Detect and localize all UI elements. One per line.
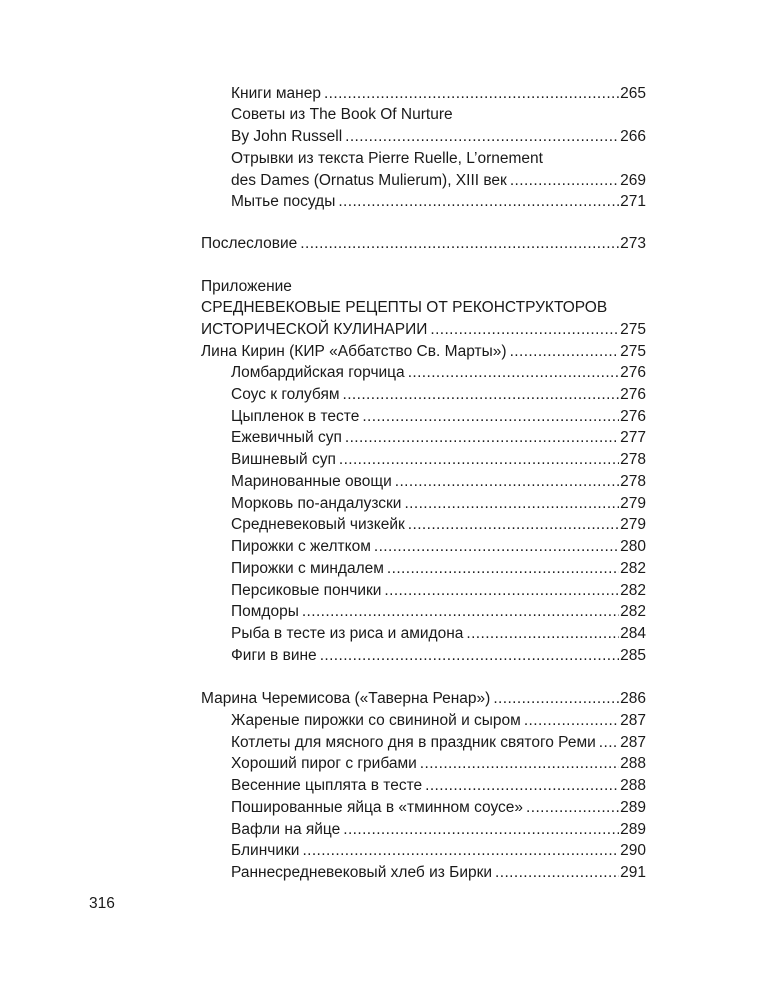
toc-entry-page: 288	[620, 755, 646, 772]
dot-leader	[466, 623, 619, 645]
toc-entry-page: 291	[620, 864, 646, 881]
toc-entry	[231, 623, 646, 645]
appendix-title-line: СРЕДНЕВЕКОВЫЕ РЕЦЕПТЫ ОТ РЕКОНСТРУКТОРОВ	[201, 299, 608, 316]
toc-entry-page: 288	[620, 777, 646, 794]
toc-entry	[231, 840, 646, 862]
toc-entry-page: 276	[620, 386, 646, 403]
toc-entry-title: Ежевичный суп	[231, 429, 342, 446]
toc-entry-title: Средневековый чизкейк	[231, 516, 405, 533]
dot-leader	[420, 753, 619, 775]
toc-entry-title: Морковь по-андалузски	[231, 495, 402, 512]
toc-entry-afterword	[201, 233, 646, 255]
toc-entry-title: Пирожки с миндалем	[231, 560, 384, 577]
toc-entry-page: 286	[620, 690, 646, 707]
toc-entry-title: Ломбардийская горчица	[231, 364, 405, 381]
toc-entry-appendix	[201, 319, 646, 341]
toc-entry-title: Пирожки с желтком	[231, 538, 371, 555]
toc-entry-continued-line: Советы из The Book Of Nurture	[231, 106, 453, 123]
toc-entry-title: By John Russell	[231, 128, 343, 145]
toc-entry-title: Котлеты для мясного дня в праздник святого Реми	[231, 734, 596, 751]
toc-entry-page: 279	[620, 516, 646, 533]
toc-entry-title: Персиковые пончики	[231, 582, 382, 599]
dot-leader	[599, 732, 619, 754]
toc-entry-title: Помдоры	[231, 603, 299, 620]
dot-leader	[320, 645, 619, 667]
toc-entry-page: 276	[620, 364, 646, 381]
dot-leader	[493, 688, 619, 710]
dot-leader	[338, 191, 619, 213]
dot-leader	[387, 558, 619, 580]
toc-entry	[231, 427, 646, 449]
toc-entry	[231, 449, 646, 471]
toc-entry-title: Весенние цыплята в тесте	[231, 777, 423, 794]
dot-leader	[510, 170, 619, 192]
toc-entry-page: 282	[620, 603, 646, 620]
toc-entry-page: 265	[620, 85, 646, 102]
toc-entry	[231, 710, 646, 732]
toc-entry-page: 278	[620, 451, 646, 468]
dot-leader	[524, 710, 619, 732]
toc-entry	[231, 819, 646, 841]
toc-entry-page: 266	[620, 128, 646, 145]
toc-entry-page: 287	[620, 734, 646, 751]
dot-leader	[345, 126, 619, 148]
toc-entry	[231, 471, 646, 493]
toc-entry-page: 277	[620, 429, 646, 446]
toc-entry-page: 290	[620, 842, 646, 859]
toc-entry-continued-line: Отрывки из текста Pierre Ruelle, L’ornement	[231, 150, 543, 167]
toc-entry	[231, 191, 646, 213]
toc-entry	[231, 493, 646, 515]
dot-leader	[339, 449, 619, 471]
toc-entry-page: 280	[620, 538, 646, 555]
toc-entry-title: Послесловие	[201, 235, 298, 252]
toc-entry	[231, 862, 646, 884]
dot-leader	[430, 319, 619, 341]
toc-entry	[231, 536, 646, 558]
toc-entry	[231, 514, 646, 536]
toc-entry-author	[201, 341, 646, 363]
toc-entry-page: 285	[620, 647, 646, 664]
toc-entry-page: 273	[620, 235, 646, 252]
toc-entry	[231, 170, 646, 192]
toc-entry-page: 275	[620, 321, 646, 338]
dot-leader	[302, 601, 619, 623]
toc-entry-title: Жареные пирожки со свининой и сыром	[231, 712, 521, 729]
toc-entry-title: Мытье посуды	[231, 193, 336, 210]
toc-entry	[231, 406, 646, 428]
toc-entry-page: 271	[620, 193, 646, 210]
toc-entry-title: des Dames (Ornatus Mulierum), XIII век	[231, 172, 507, 189]
toc-entry-title: Вафли на яйце	[231, 821, 341, 838]
toc-entry-title: Вишневый суп	[231, 451, 336, 468]
toc-entry-title: Пошированные яйца в «тминном соусе»	[231, 799, 524, 816]
dot-leader	[510, 341, 620, 363]
toc-entry-title: Раннесредневековый хлеб из Бирки	[231, 864, 493, 881]
dot-leader	[302, 840, 619, 862]
dot-leader	[495, 862, 619, 884]
dot-leader	[345, 427, 619, 449]
toc-entry-title: Рыба в тесте из риса и амидона	[231, 625, 464, 642]
toc-entry	[231, 384, 646, 406]
dot-leader	[408, 514, 619, 536]
toc-entry-title: Цыпленок в тесте	[231, 408, 360, 425]
dot-leader	[343, 819, 619, 841]
dot-leader	[526, 797, 619, 819]
toc-entry	[231, 580, 646, 602]
toc-entry	[231, 797, 646, 819]
dot-leader	[395, 471, 619, 493]
dot-leader	[300, 233, 619, 255]
toc-entry-title: ИСТОРИЧЕСКОЙ КУЛИНАРИИ	[201, 321, 428, 338]
toc-entry	[231, 732, 646, 754]
toc-entry-title: Блинчики	[231, 842, 300, 859]
toc-entry	[231, 601, 646, 623]
dot-leader	[425, 775, 619, 797]
toc-entry-page: 279	[620, 495, 646, 512]
toc-entry-title: Хороший пирог с грибами	[231, 755, 417, 772]
toc-entry-page: 289	[620, 799, 646, 816]
dot-leader	[362, 406, 619, 428]
toc-entry-author	[201, 688, 646, 710]
toc-entry-page: 275	[620, 343, 646, 360]
toc-entry	[231, 126, 646, 148]
toc-entry	[231, 558, 646, 580]
dot-leader	[404, 493, 619, 515]
dot-leader	[343, 384, 620, 406]
toc-entry-page: 269	[620, 172, 646, 189]
toc-entry-title: Соус к голубям	[231, 386, 340, 403]
toc-entry	[231, 645, 646, 667]
toc-entry-title: Книги манер	[231, 85, 321, 102]
toc-entry-title: Марина Черемисова («Таверна Ренар»)	[201, 690, 491, 707]
toc-entry-title: Фиги в вине	[231, 647, 317, 664]
toc-entry-page: 282	[620, 582, 646, 599]
appendix-label: Приложение	[201, 278, 292, 295]
toc-entry	[231, 775, 646, 797]
toc-entry	[231, 753, 646, 775]
dot-leader	[324, 83, 619, 105]
toc-entry-page: 276	[620, 408, 646, 425]
toc-entry	[231, 83, 646, 105]
dot-leader	[408, 362, 619, 384]
toc-entry-page: 284	[620, 625, 646, 642]
toc-entry	[231, 362, 646, 384]
toc-entry-page: 287	[620, 712, 646, 729]
toc-entry-page: 289	[620, 821, 646, 838]
toc-entry-title: Маринованные овощи	[231, 473, 392, 490]
dot-leader	[384, 580, 619, 602]
toc-entry-page: 282	[620, 560, 646, 577]
dot-leader	[374, 536, 619, 558]
toc-entry-title: Лина Кирин (КИР «Аббатство Св. Марты»)	[201, 343, 507, 360]
page-number: 316	[89, 895, 115, 912]
toc-entry-page: 278	[620, 473, 646, 490]
